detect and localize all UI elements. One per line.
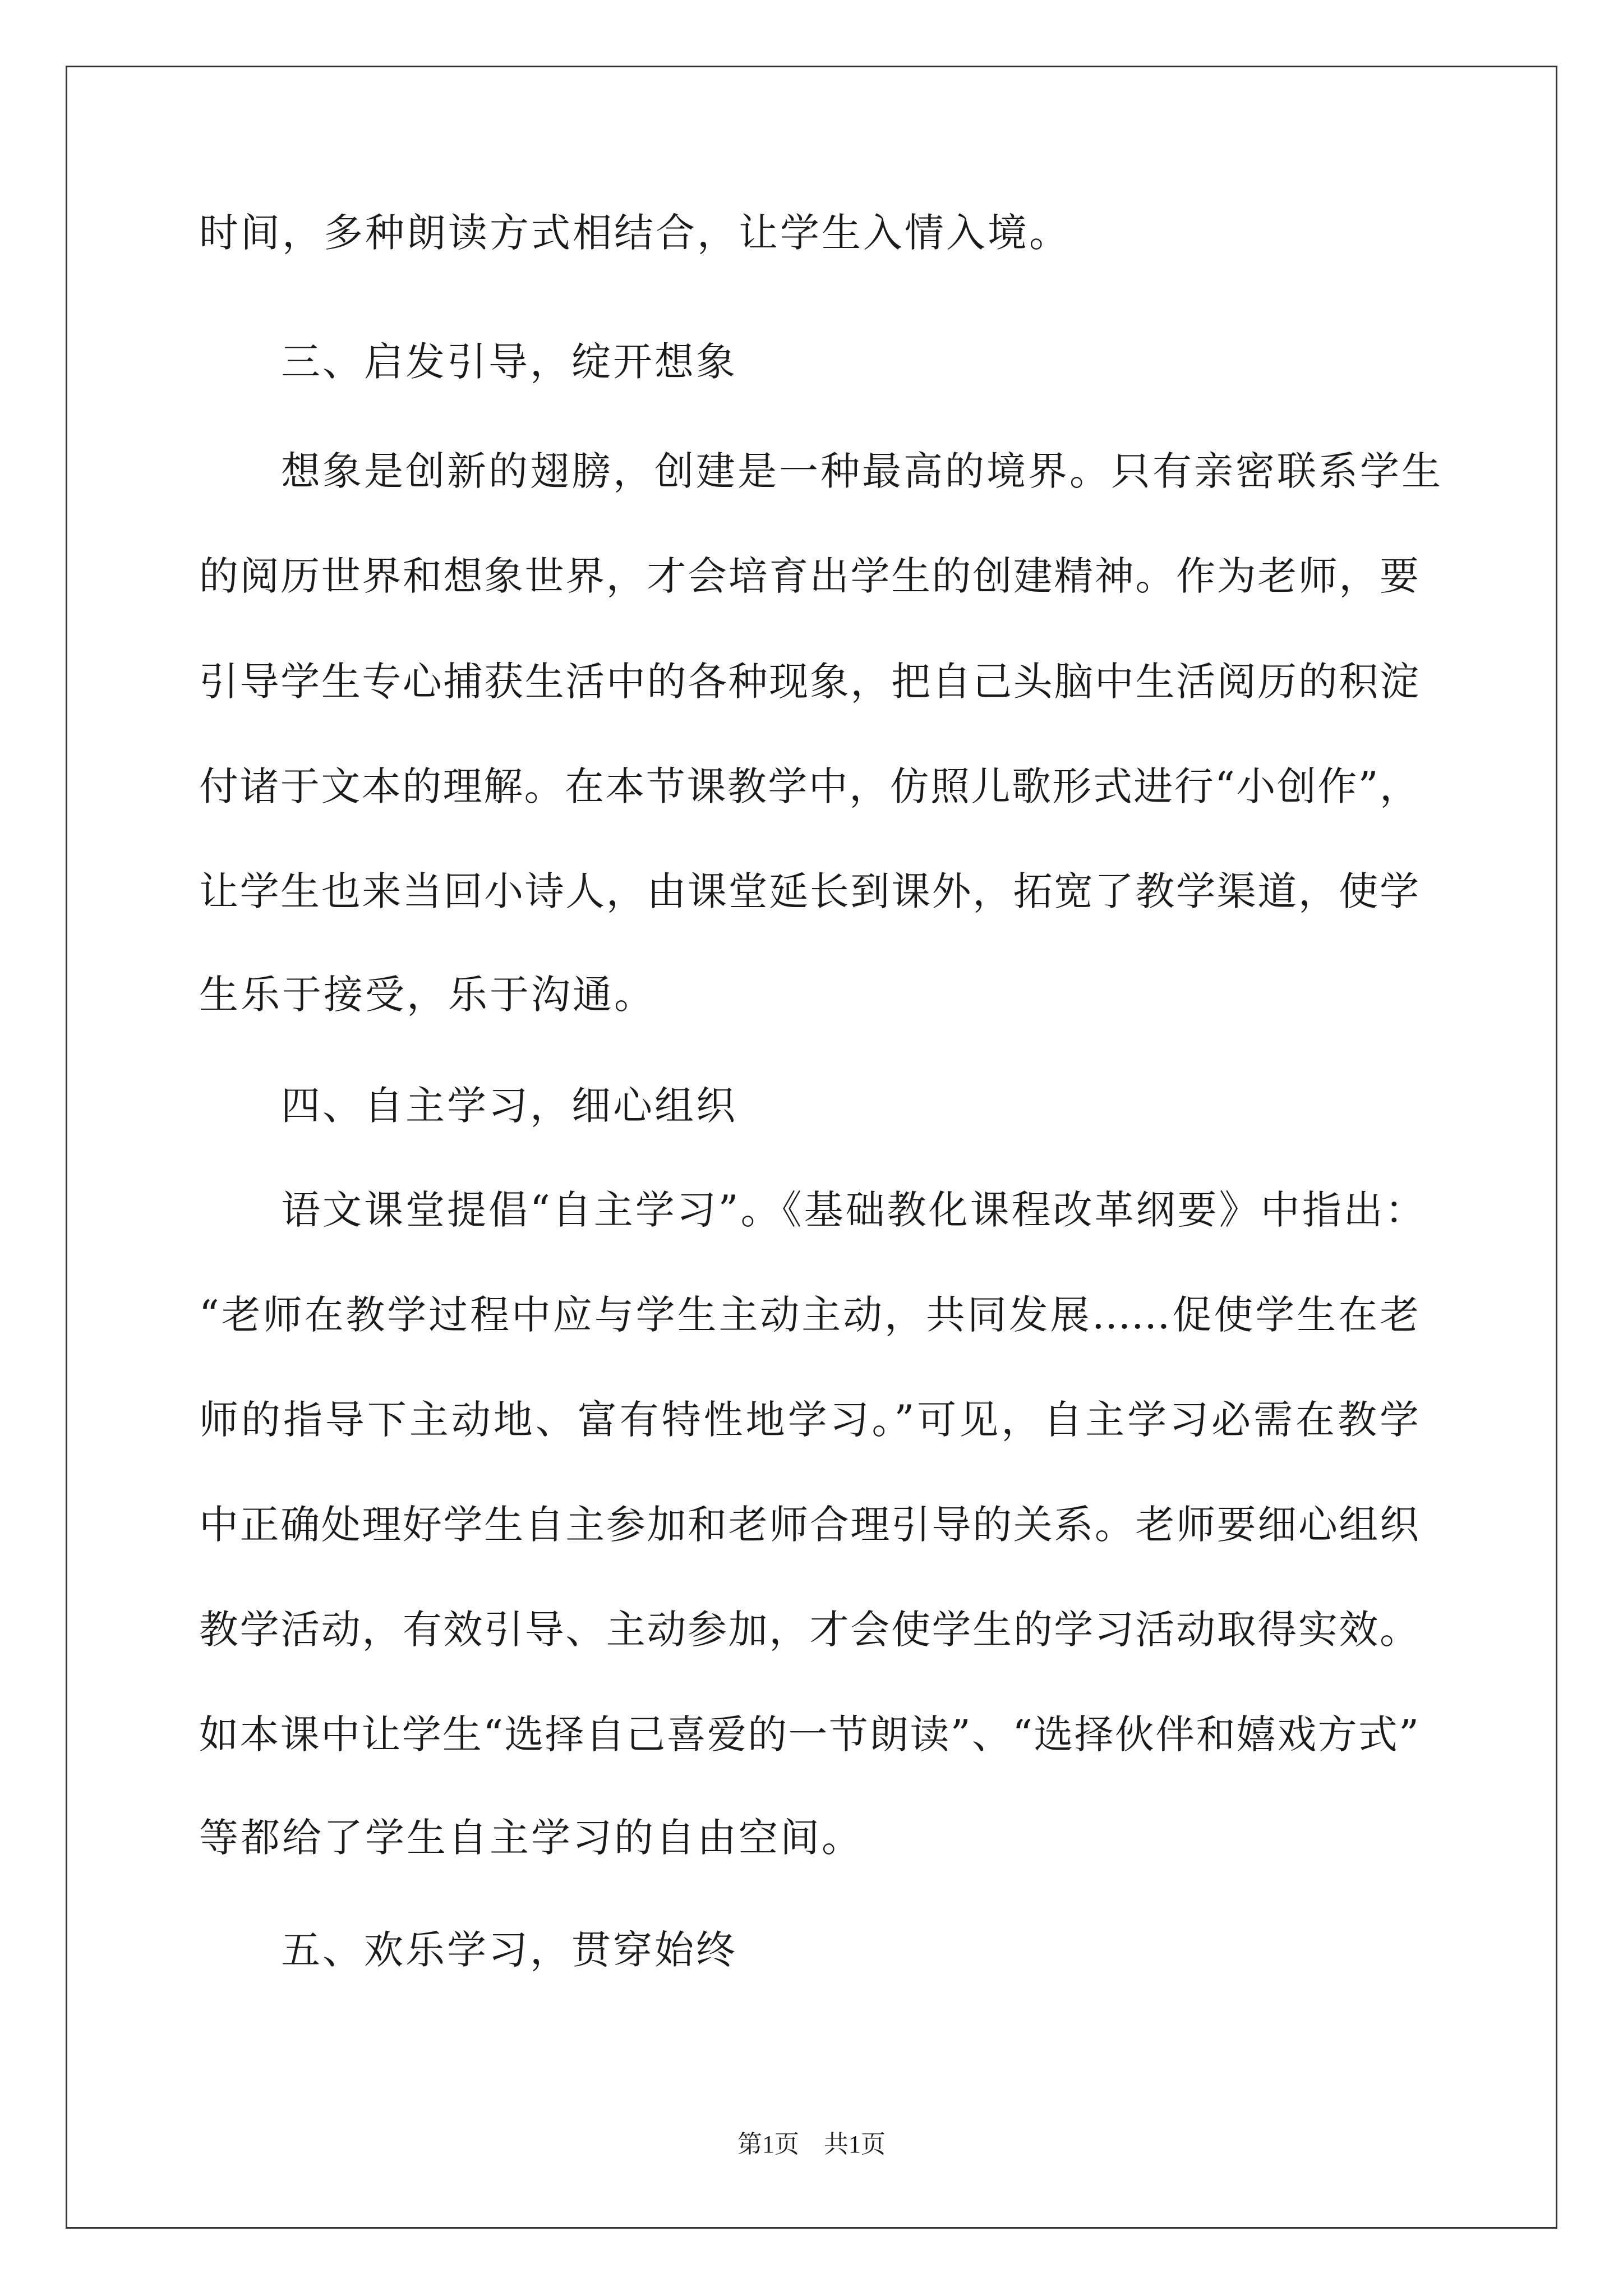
- paragraph-line: 引导学生专心捕获生活中的各种现象，把自己头脑中生活阅历的积淀: [199, 659, 1419, 705]
- paragraph-line: 付诸于文本的理解。在本节课教学中，仿照儿歌形式进行“小创作”，: [199, 763, 1419, 809]
- paragraph-line: 生乐于接受，乐于沟通。: [199, 972, 656, 1018]
- section-heading: 三、启发引导，绽开想象: [281, 339, 737, 385]
- paragraph-line: 让学生也来当回小诗人，由课堂延长到课外，拓宽了教学渠道，使学: [199, 868, 1419, 914]
- paragraph-line: 的阅历世界和想象世界，才会培育出学生的创建精神。作为老师，要: [199, 553, 1419, 599]
- paragraph-line: 时间，多种朗读方式相结合，让学生入情入境。: [199, 210, 1071, 256]
- paragraph-line: 等都给了学生自主学习的自由空间。: [199, 1815, 863, 1861]
- paragraph-line: 师的指导下主动地、富有特性地学习。”可见，自主学习必需在教学: [199, 1397, 1419, 1443]
- paragraph-line: “老师在教学过程中应与学生主动主动，共同发展……促使学生在老: [199, 1292, 1419, 1338]
- paragraph-line: 教学活动，有效引导、主动参加，才会使学生的学习活动取得实效。: [199, 1607, 1419, 1653]
- paragraph-line: 如本课中让学生“选择自己喜爱的一节朗读”、“选择伙伴和嬉戏方式”: [199, 1711, 1419, 1757]
- paragraph-line: 语文课堂提倡“自主学习”。《基础教化课程改革纲要》中指出：: [281, 1187, 1427, 1233]
- page-frame: [66, 66, 1557, 2229]
- paragraph-line: 想象是创新的翅膀，创建是一种最高的境界。只有亲密联系学生: [281, 448, 1443, 494]
- section-heading: 五、欢乐学习，贯穿始终: [281, 1927, 737, 1973]
- paragraph-line: 中正确处理好学生自主参加和老师合理引导的关系。老师要细心组织: [199, 1502, 1419, 1548]
- page-number-footer: 第1页 共1页: [737, 2131, 886, 2158]
- section-heading: 四、自主学习，细心组织: [281, 1083, 737, 1129]
